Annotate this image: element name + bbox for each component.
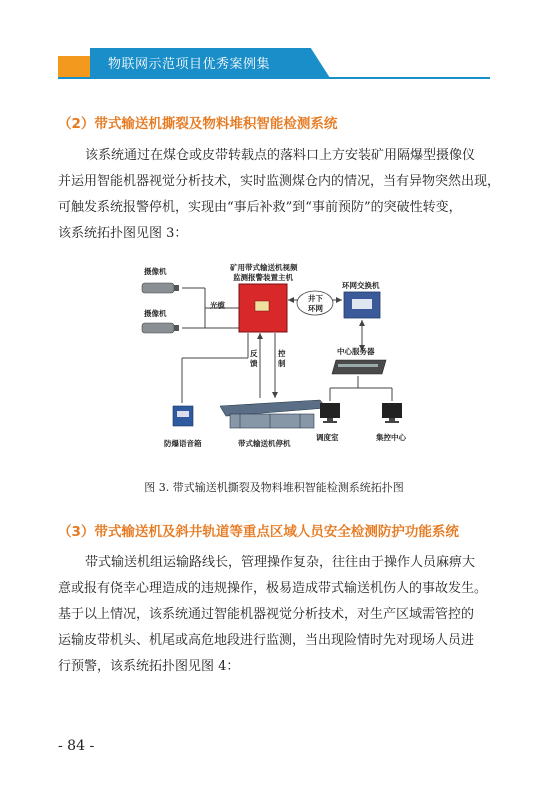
header-rule <box>58 77 490 79</box>
paragraph-line: 可触发系统报警停机，实现由“事后补救”到“事前预防”的突破性转变， <box>58 200 462 215</box>
topology-diagram <box>130 258 430 463</box>
label-camera-1: 摄像机 <box>144 267 167 276</box>
label-host-line1: 矿用带式输送机视频 <box>230 263 298 272</box>
label-camera-2: 摄像机 <box>144 309 167 318</box>
monitor-icon <box>318 401 342 425</box>
section2-paragraph <box>58 143 501 247</box>
label-center: 集控中心 <box>376 433 406 442</box>
paragraph-line: 带式输送机组运输路线长，管理操作复杂，往往由于操作人员麻痹大 <box>85 555 476 570</box>
label-feedback-1: 反 <box>250 349 258 358</box>
label-fiber: 光缆 <box>210 301 225 310</box>
page-header <box>0 46 548 78</box>
paragraph-line: 行预警，该系统拓扑图见图 4： <box>58 659 240 674</box>
paragraph-line: 并运用智能机器视觉分析技术，实时监测煤仓内的情况，当有异物突然出现， <box>58 174 501 189</box>
page-number: - 84 - <box>58 738 95 754</box>
paragraph-line: 运输皮带机头、机尾或高危地段进行监测，当出现险情时先对现场人员进 <box>58 633 475 648</box>
label-conveyor: 带式输送机停机 <box>238 439 291 448</box>
paragraph-line: 该系统通过在煤仓或皮带转载点的落料口上方安装矿用隔爆型摄像仪 <box>85 148 476 163</box>
label-switch: 环网交换机 <box>342 281 380 290</box>
section3-heading: （3）带式输送机及斜井轨道等重点区域人员安全检测防护功能系统 <box>58 524 459 540</box>
label-network-1: 井下 <box>308 294 323 303</box>
label-host-line2: 监测报警装置主机 <box>233 273 293 282</box>
switch-icon <box>342 290 382 320</box>
section3-paragraph <box>58 550 492 680</box>
label-server: 中心服务器 <box>337 347 375 356</box>
section2-heading: （2）带式输送机撕裂及物料堆积智能检测系统 <box>58 116 338 132</box>
server-icon <box>330 358 390 378</box>
paragraph-line: 基于以上情况，该系统通过智能机器视觉分析技术，对生产区域需管控的 <box>58 607 475 622</box>
label-dispatch: 调度室 <box>316 433 339 442</box>
figure-caption: 图 3. 带式输送机撕裂及物料堆积智能检测系统拓扑图 <box>144 481 404 494</box>
label-speaker: 防爆语音箱 <box>164 439 202 448</box>
camera-icon <box>140 320 180 336</box>
paragraph-line: 该系统拓扑图见图 3： <box>58 226 188 241</box>
label-network-2: 环网 <box>308 304 323 313</box>
header-title: 物联网示范项目优秀案例集 <box>108 57 271 72</box>
label-feedback-2: 馈 <box>250 359 258 368</box>
monitor-icon <box>380 401 404 425</box>
paragraph-line: 意或报有侥幸心理造成的违规操作，极易造成带式输送机伤人的事故发生。 <box>58 581 488 596</box>
header-orange-block <box>58 56 90 78</box>
conveyor-icon <box>220 398 330 433</box>
label-control-1: 控 <box>278 349 286 358</box>
host-device-icon <box>238 283 288 333</box>
label-control-2: 制 <box>278 359 286 368</box>
camera-icon <box>140 280 180 296</box>
speaker-icon <box>170 403 196 429</box>
